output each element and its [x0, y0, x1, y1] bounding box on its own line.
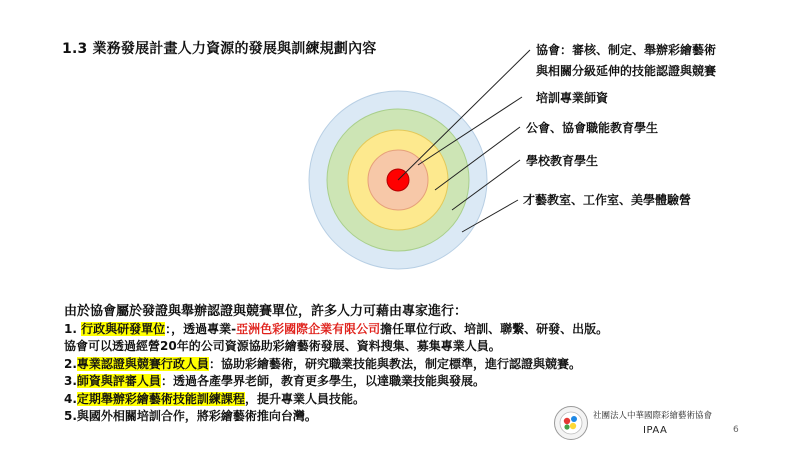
item-2-prefix: 2. [64, 356, 77, 371]
item-4-tail: ，提升專業人員技能。 [244, 391, 365, 406]
diagram-label-school: 學校教育學生 [526, 154, 599, 168]
item-1-line2: 協會可以透過經營20年的公司資源協助彩繪藝術發展、資料搜集、募集專業人員。 [64, 339, 501, 353]
body-text [64, 303, 764, 426]
footer-organization: 社團法人中華國際彩繪藝術協會 [593, 411, 713, 421]
item-1-highlight: 行政與研發單位 [81, 321, 166, 336]
item-3 [64, 373, 764, 391]
item-4-highlight: 定期舉辦彩繪藝術技能訓練課程 [76, 391, 245, 406]
company-name: 亞洲色彩國際企業有限公司 [236, 321, 381, 336]
item-1-tail: 擔任單位行政、培訓、聯繫、研發、出版。 [380, 321, 609, 336]
item-4-prefix: 4. [64, 391, 77, 406]
item-1-mid: ：，透過專業- [165, 321, 237, 336]
diagram-label-teachers: 培訓專業師資 [536, 91, 609, 105]
item-2-tail: ：協助彩繪藝術，研究職業技能與教法，制定標準，進行認證與競賽。 [208, 356, 581, 371]
diagram-label-association [536, 40, 716, 82]
page-number: 6 [733, 425, 739, 435]
label-line: 協會：審核、制定、舉辦彩繪藝術 [536, 43, 717, 57]
item-5: 5.與國外相關培訓合作，將彩繪藝術推向台灣。 [64, 409, 317, 423]
diagram-label-studio: 才藝教室、工作室、美學體驗營 [523, 193, 692, 207]
item-1 [64, 321, 764, 339]
diagram-label-guild: 公會、協會職能教育學生 [526, 121, 659, 135]
item-2-highlight: 專業認證與競賽行政人員 [76, 356, 209, 371]
item-3-tail: ：透過各產學界老師，教育更多學生，以達職業技能與發展。 [160, 374, 485, 388]
item-3-highlight: 師資與評審人員 [76, 374, 161, 388]
item-3-prefix: 3. [64, 374, 77, 388]
association-seal-icon [553, 405, 589, 441]
intro-line: 由於協會屬於發證與舉辦認證與競賽單位，許多人力可藉由專家進行： [64, 304, 468, 319]
footer-abbreviation: IPAA [643, 425, 668, 436]
item-2 [64, 356, 764, 374]
page-title: 1.3 業務發展計畫人力資源的發展與訓練規劃內容 [62, 41, 377, 57]
label-line: 與相關分級延伸的技能認證與競賽 [536, 64, 717, 78]
item-4 [64, 391, 764, 409]
item-1-prefix: 1. [64, 321, 82, 336]
